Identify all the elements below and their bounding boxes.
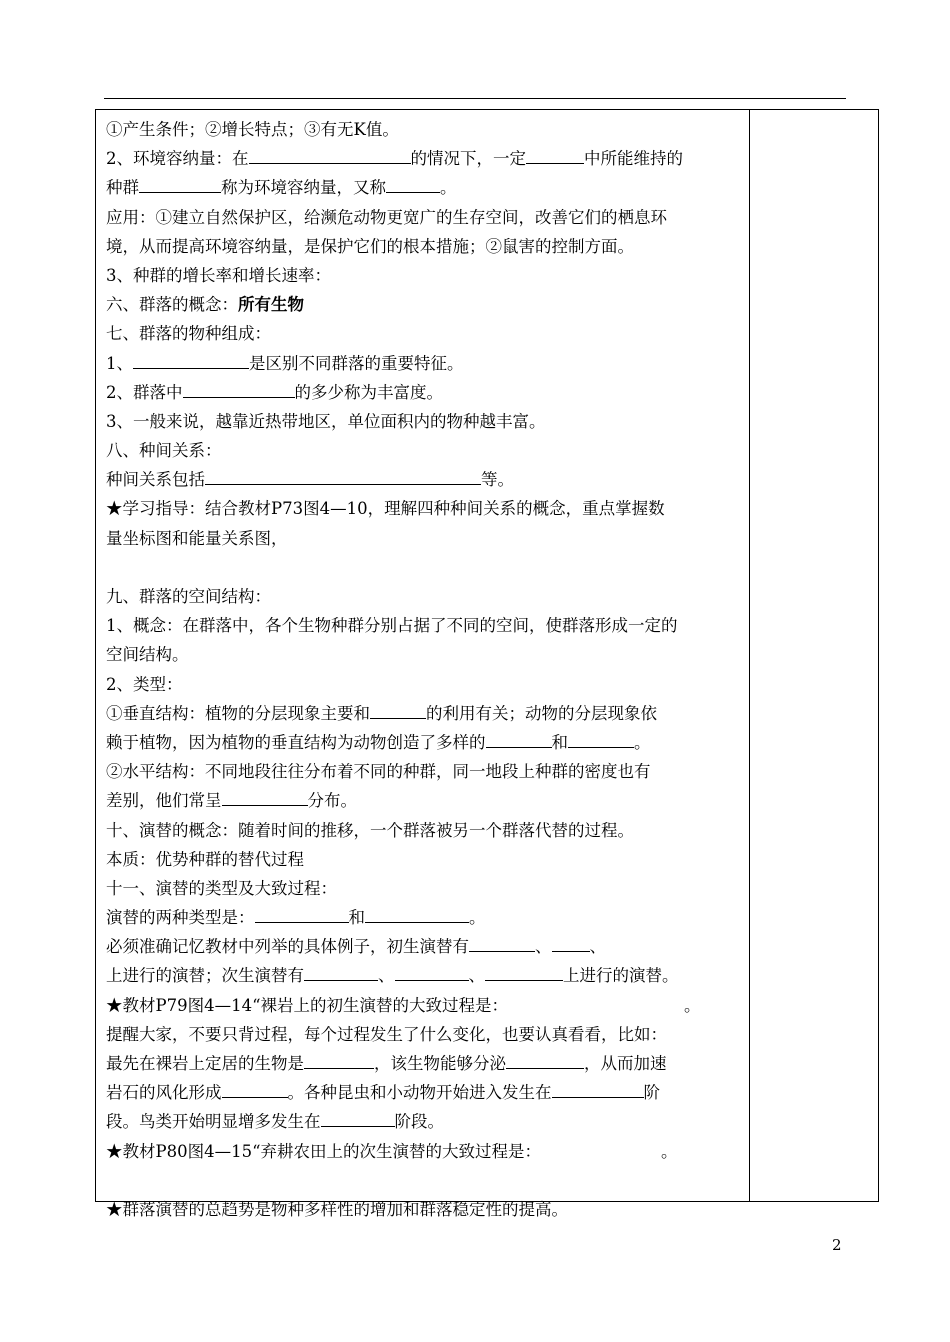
- fill-blank: [386, 174, 440, 193]
- fill-blank: [395, 962, 469, 981]
- text-line: 提醒大家，不要只背过程，每个过程发生了什么变化，也要认真看看，比如：: [106, 1024, 667, 1044]
- fill-blank: [552, 1079, 644, 1098]
- fill-blank: [552, 933, 590, 952]
- header-rule: [104, 98, 846, 99]
- text-line: 上进行的演替；次生演替有 、 、 上进行的演替。: [106, 961, 746, 990]
- fill-blank: [304, 962, 378, 981]
- fill-blank: [222, 787, 308, 806]
- text-line: ★教材P80图4—15“弃耕农田上的次生演替的大致过程是： 。: [106, 1141, 678, 1161]
- text-line: 量坐标图和能量关系图，: [106, 528, 288, 548]
- text-line: 岩石的风化形成 。各种昆虫和小动物开始进入发生在 阶: [106, 1078, 746, 1107]
- fill-blank: [183, 379, 295, 398]
- text-line: 1、概念：在群落中，各个生物种群分别占据了不同的空间，使群落形成一定的: [106, 616, 678, 636]
- text-line: 段。鸟类开始明显增多发生在 阶段。: [106, 1107, 746, 1136]
- text-line: 最先在裸岩上定居的生物是 ，该生物能够分泌 ，从而加速: [106, 1049, 746, 1078]
- text-line: ②水平结构：不同地段往往分布着不同的种群，同一地段上种群的密度也有: [106, 762, 651, 782]
- fill-blank: [370, 700, 426, 719]
- fill-blank: [486, 729, 552, 748]
- text-line: 必须准确记忆教材中列举的具体例子，初生演替有 、 、: [106, 932, 746, 961]
- text-line: 空间结构。: [106, 645, 189, 665]
- text-line: 六、群落的概念：所有生物: [106, 295, 304, 315]
- fill-blank: [304, 1050, 374, 1069]
- text-line: 境，从而提高环境容纳量，是保护它们的根本措施；②鼠害的控制方面。: [106, 236, 634, 256]
- fill-blank: [222, 1079, 288, 1098]
- fill-blank: [365, 904, 469, 923]
- fill-blank: [506, 1050, 584, 1069]
- text-line: ★群落演替的总趋势是物种多样性的增加和群落稳定性的提高。: [106, 1199, 568, 1219]
- text-line: 应用：①建立自然保护区，给濒危动物更宽广的生存空间，改善它们的栖息环: [106, 207, 667, 227]
- text-line: 2、类型：: [106, 674, 183, 694]
- text-line: 1、 是区别不同群落的重要特征。: [106, 349, 746, 378]
- text-line: 十、演替的概念：随着时间的推移，一个群落被另一个群落代替的过程。: [106, 820, 634, 840]
- text-line: ★学习指导：结合教材P73图4—10，理解四种种间关系的概念，重点掌握数: [106, 499, 665, 519]
- main-cell: [106, 115, 746, 1224]
- text-line: 演替的两种类型是： 和 。: [106, 903, 746, 932]
- text-line: 九、群落的空间结构：: [106, 587, 271, 606]
- column-divider: [749, 110, 750, 1201]
- text-line: 赖于植物，因为植物的垂直结构为动物创造了多样的 和 。: [106, 728, 746, 757]
- fill-blank: [321, 1108, 395, 1127]
- fill-blank: [568, 729, 634, 748]
- text-line: 3、种群的增长率和增长速率：: [106, 265, 331, 285]
- fill-blank: [255, 904, 349, 923]
- text-line: ①垂直结构：植物的分层现象主要和 的利用有关；动物的分层现象依: [106, 699, 746, 728]
- fill-blank: [205, 466, 481, 485]
- text-line: 差别，他们常呈 分布。: [106, 786, 746, 815]
- text-line: 3、一般来说，越靠近热带地区，单位面积内的物种越丰富。: [106, 411, 546, 431]
- text-line: 2、群落中 的多少称为丰富度。: [106, 378, 746, 407]
- text-line: ①产生条件；②增长特点；③有无K值。: [106, 120, 399, 139]
- fill-blank: [469, 933, 535, 952]
- fill-blank: [139, 174, 221, 193]
- fill-blank: [133, 350, 249, 369]
- fill-blank: [249, 145, 411, 164]
- text-line: 种群 称为环境容纳量，又称 。: [106, 173, 746, 202]
- text-line: 2、环境容纳量：在 的情况下，一定 中所能维持的: [106, 144, 746, 173]
- fill-blank: [485, 962, 563, 981]
- fill-blank: [526, 145, 584, 164]
- content-table: [95, 109, 879, 1219]
- page-number: 2: [832, 1236, 842, 1254]
- text-line: ★教材P79图4—14“裸岩上的初生演替的大致过程是： 。: [106, 995, 701, 1015]
- text-line: 种间关系包括 等。: [106, 465, 746, 494]
- text-line: 七、群落的物种组成：: [106, 324, 271, 344]
- text-line: 八、种间关系：: [106, 441, 222, 461]
- text-line: 十一、演替的类型及大致过程：: [106, 878, 337, 898]
- text-line: 本质：优势种群的替代过程: [106, 849, 304, 869]
